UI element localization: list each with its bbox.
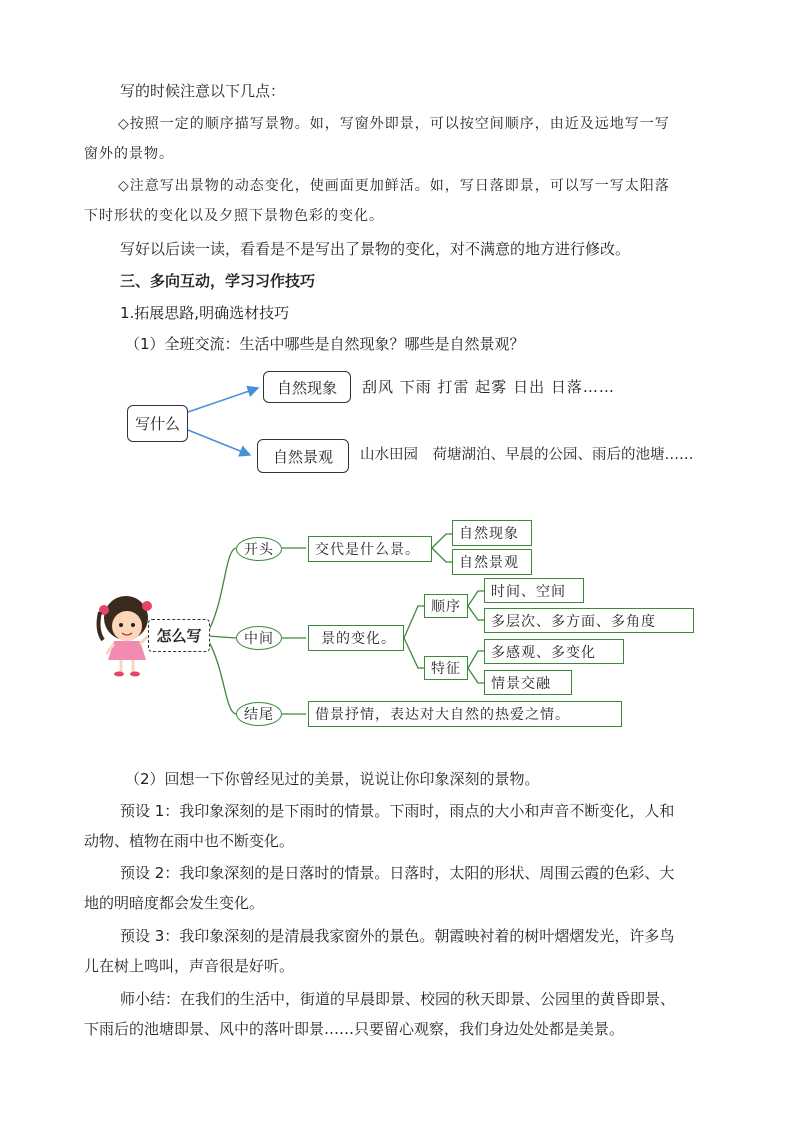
feature-node xyxy=(424,656,468,680)
feature-leaf-2 xyxy=(484,670,572,695)
ending-text: 借景抒情，表达对大自然的热爱之情。 xyxy=(315,707,570,723)
feature-leaf-2-label: 情景交融 xyxy=(491,675,551,692)
preset-1-line-b: 动物、植物在雨中也不断变化。 xyxy=(84,832,295,850)
natural-landscape-examples: 山水田园 荷塘湖泊、早晨的公园、雨后的池塘…… xyxy=(360,447,694,463)
natural-phenomena-examples: 刮风 下雨 打雷 起雾 日出 日落…… xyxy=(362,378,615,396)
tip-2-line-a: ◇注意写出景物的动态变化，使画面更加鲜活。如，写日落即景，可以写一写太阳落 xyxy=(118,178,670,194)
tip-1-line-b: 窗外的景物。 xyxy=(84,146,174,162)
girl-illustration xyxy=(99,596,152,677)
how-to-write-box xyxy=(148,619,210,652)
after-writing-text: 写好以后读一读，看看是不是写出了景物的变化，对不满意的地方进行修改。 xyxy=(120,240,631,258)
ending-node xyxy=(236,702,282,726)
order-leaf-2 xyxy=(484,608,694,633)
subheading-1: 1.拓展思路,明确选材技巧 xyxy=(120,304,290,322)
opening-text: 交代是什么景。 xyxy=(315,542,420,558)
opening-node xyxy=(236,537,282,561)
order-leaf-1 xyxy=(484,578,584,603)
natural-phenomena-label: 自然现象 xyxy=(276,378,337,397)
middle-label: 中间 xyxy=(244,631,274,647)
opening-leaf-1-label: 自然现象 xyxy=(459,526,519,542)
summary-line-b: 下雨后的池塘即景、风中的落叶即景……只要留心观察，我们身边处处都是美景。 xyxy=(84,1020,625,1038)
middle-text: 景的变化。 xyxy=(321,631,396,647)
preset-3-line-b: 儿在树上鸣叫，声音很是好听。 xyxy=(84,957,295,975)
ending-label: 结尾 xyxy=(244,707,274,723)
section-3-heading: 三、多向互动，学习习作技巧 xyxy=(120,272,316,290)
order-label: 顺序 xyxy=(431,599,461,615)
feature-leaf-1 xyxy=(484,639,624,664)
order-leaf-1-label: 时间、空间 xyxy=(491,583,566,600)
opening-leaf-2-label: 自然景观 xyxy=(459,555,519,571)
natural-landscape-box xyxy=(257,439,349,473)
preset-3-line-a: 预设 3：我印象深刻的是清晨我家窗外的景色。朝霞映衬着的树叶熠熠发光，许多鸟 xyxy=(120,927,675,945)
tip-2-line-b: 下时形状的变化以及夕照下景物色彩的变化。 xyxy=(84,208,384,224)
intro-line: 写的时候注意以下几点： xyxy=(120,82,286,100)
feature-label: 特征 xyxy=(431,661,461,677)
how-to-write-label: 怎么写 xyxy=(156,627,202,645)
middle-node xyxy=(236,626,282,650)
preset-1-line-a: 预设 1：我印象深刻的是下雨时的情景。下雨时，雨点的大小和声音不断变化，人和 xyxy=(120,802,675,820)
opening-leaf-2 xyxy=(452,549,532,575)
natural-landscape-label: 自然景观 xyxy=(272,447,333,466)
middle-text-box xyxy=(308,625,404,651)
what-to-write-box xyxy=(127,405,188,442)
opening-leaf-1 xyxy=(452,520,532,546)
opening-text-box xyxy=(308,536,432,562)
question-1: （1）全班交流：生活中哪些是自然现象？哪些是自然景观？ xyxy=(125,335,525,353)
summary-line-a: 师小结：在我们的生活中，街道的早晨即景、校园的秋天即景、公园里的黄昏即景、 xyxy=(120,990,676,1008)
question-2: （2）回想一下你曾经见过的美景，说说让你印象深刻的景物。 xyxy=(125,770,540,788)
ending-text-box xyxy=(308,701,622,727)
natural-phenomena-box xyxy=(263,371,351,403)
feature-leaf-1-label: 多感观、多变化 xyxy=(491,644,596,661)
what-to-write-label: 写什么 xyxy=(134,415,180,433)
order-node xyxy=(424,594,468,618)
tip-1-line-a: ◇按照一定的顺序描写景物。如，写窗外即景，可以按空间顺序，由近及远地写一写 xyxy=(118,116,670,132)
opening-label: 开头 xyxy=(244,542,274,558)
preset-2-line-b: 地的明暗度都会发生变化。 xyxy=(84,894,265,912)
order-leaf-2-label: 多层次、多方面、多角度 xyxy=(491,613,656,630)
preset-2-line-a: 预设 2：我印象深刻的是日落时的情景。日落时，太阳的形状、周围云霞的色彩、大 xyxy=(120,864,675,882)
